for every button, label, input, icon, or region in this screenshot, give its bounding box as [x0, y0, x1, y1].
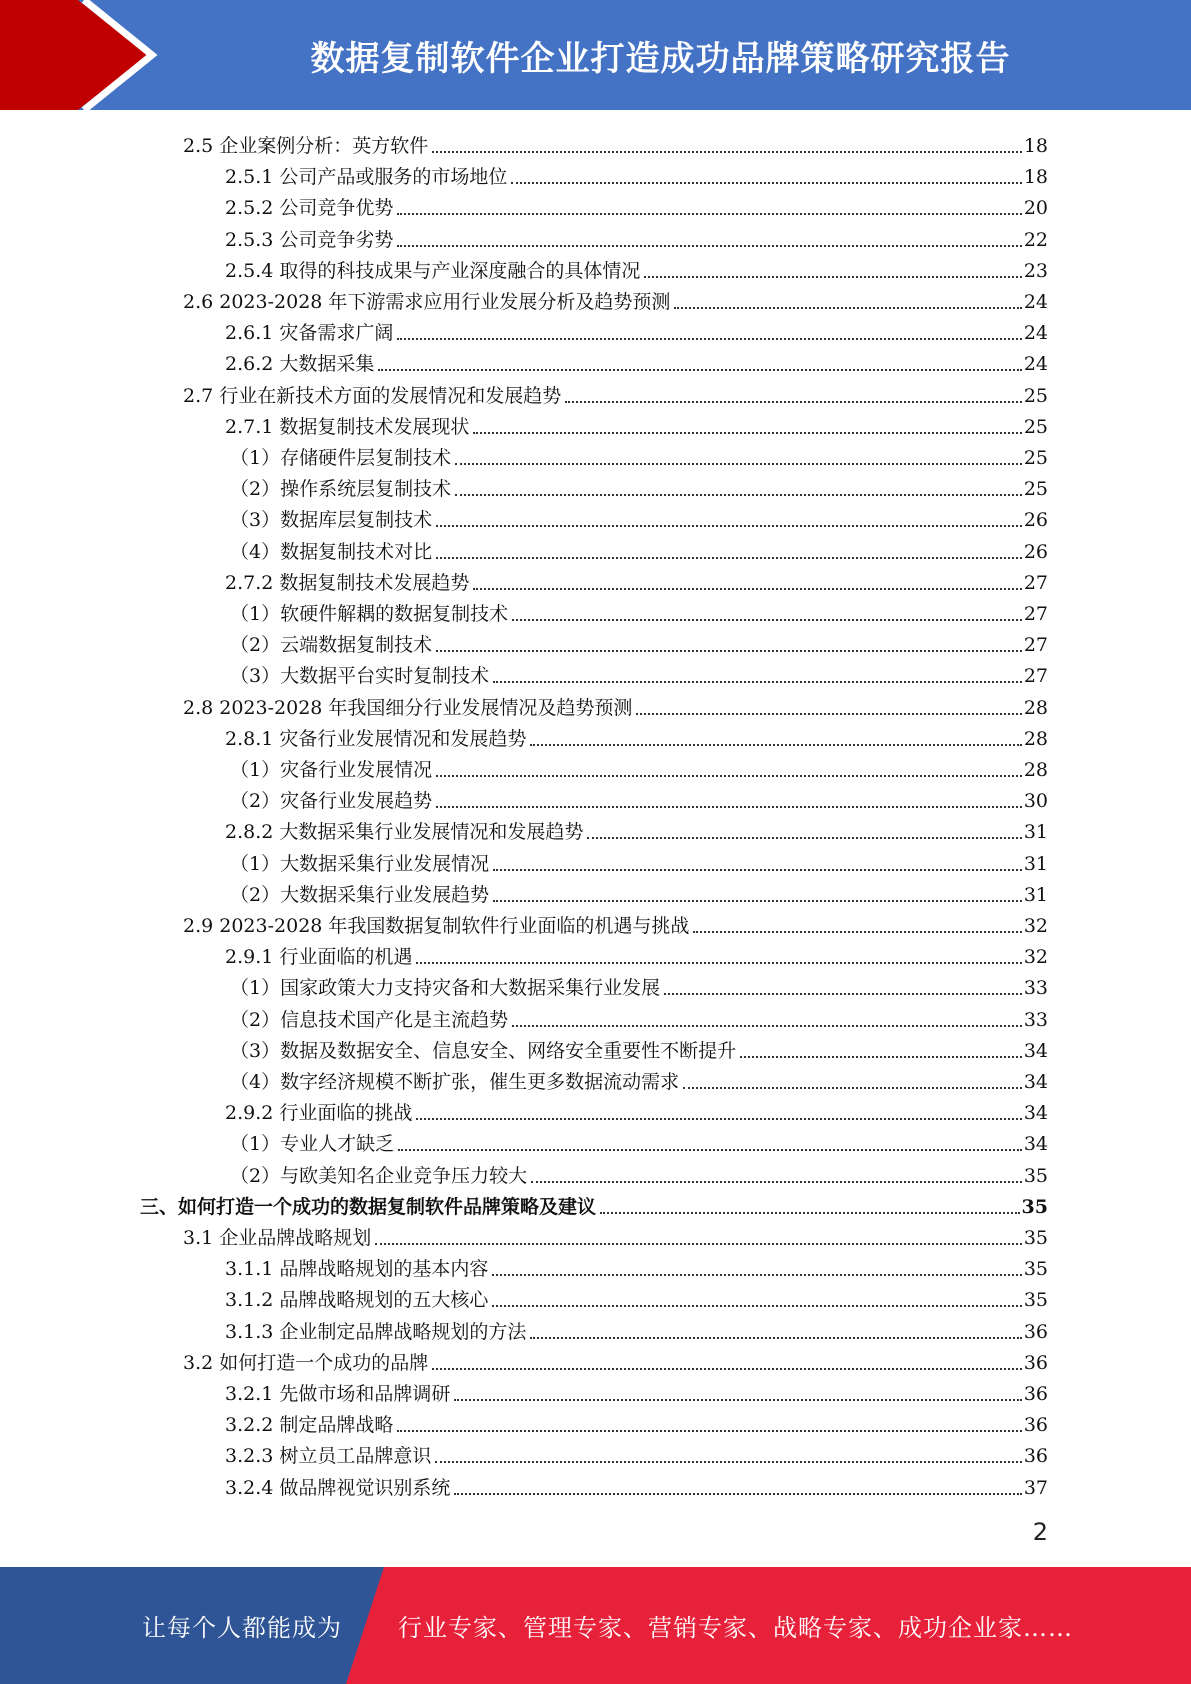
- toc-entry-title: 2.9 2023-2028 年我国数据复制软件行业面临的机遇与挑战: [183, 915, 690, 937]
- toc-entry[interactable]: [225, 315, 1048, 346]
- toc-dot-leader: [398, 1149, 1022, 1151]
- toc-dot-leader: [436, 775, 1022, 777]
- toc-entry-title: 2.8.1 灾备行业发展情况和发展趋势: [225, 727, 527, 750]
- toc-entry[interactable]: [225, 1376, 1048, 1407]
- toc-entry[interactable]: [183, 690, 1048, 721]
- toc-entry-page: 31: [1023, 883, 1048, 906]
- toc-entry-page: 27: [1023, 603, 1048, 625]
- toc-dot-leader: [397, 338, 1021, 340]
- toc-entry[interactable]: [225, 721, 1048, 752]
- toc-entry[interactable]: [230, 1064, 1048, 1095]
- toc-entry-title: （2）灾备行业发展趋势: [230, 790, 433, 813]
- toc-entry-title: （3）数据库层复制技术: [230, 509, 433, 532]
- toc-entry-page: 27: [1023, 665, 1048, 688]
- toc-entry-page: 27: [1023, 571, 1048, 594]
- toc-dot-leader: [493, 900, 1022, 902]
- toc-entry[interactable]: [225, 1438, 1048, 1469]
- toc-entry-title: （3）数据及数据安全、信息安全、网络安全重要性不断提升: [230, 1039, 737, 1062]
- toc-dot-leader: [397, 213, 1021, 215]
- toc-entry-title: 3.1 企业品牌战略规划: [183, 1227, 372, 1249]
- toc-dot-leader: [455, 463, 1022, 465]
- toc-entry-page: 25: [1023, 415, 1048, 438]
- toc-entry-page: 18: [1023, 135, 1048, 157]
- toc-entry[interactable]: [230, 783, 1048, 814]
- toc-entry-page: 33: [1023, 977, 1048, 1000]
- toc-entry-page: 35: [1023, 1227, 1048, 1249]
- toc-entry-title: （1）国家政策大力支持灾备和大数据采集行业发展: [230, 977, 661, 1000]
- toc-entry[interactable]: [230, 627, 1048, 658]
- toc-entry[interactable]: [225, 1095, 1048, 1126]
- toc-dot-leader: [492, 1274, 1021, 1276]
- toc-entry[interactable]: [225, 814, 1048, 845]
- toc-entry-page: 34: [1023, 1133, 1048, 1156]
- toc-dot-leader: [436, 525, 1022, 527]
- toc-entry-page: 28: [1023, 696, 1048, 719]
- report-title: 数据复制软件企业打造成功品牌策略研究报告: [310, 38, 1011, 79]
- toc-entry[interactable]: [225, 222, 1048, 253]
- toc-entry-title: 2.5.2 公司竞争优势: [225, 197, 394, 220]
- toc-entry[interactable]: [225, 1470, 1048, 1501]
- toc-entry[interactable]: [225, 1251, 1048, 1282]
- toc-dot-leader: [397, 1430, 1021, 1432]
- toc-entry-page: 27: [1023, 634, 1048, 657]
- toc-entry-title: 2.7.2 数据复制技术发展趋势: [225, 571, 470, 594]
- toc-entry-page: 24: [1023, 353, 1048, 376]
- toc-entry[interactable]: [230, 471, 1048, 502]
- toc-entry[interactable]: [183, 128, 1048, 159]
- toc-dot-leader: [397, 245, 1021, 247]
- toc-entry-title: （1）软硬件解耦的数据复制技术: [230, 603, 509, 625]
- toc-entry-page: 25: [1023, 447, 1048, 469]
- toc-entry-title: （2）大数据采集行业发展趋势: [230, 883, 490, 906]
- toc-entry[interactable]: [225, 346, 1048, 377]
- toc-dot-leader: [492, 1305, 1021, 1307]
- toc-entry-title: 3.2 如何打造一个成功的品牌: [183, 1351, 429, 1374]
- toc-dot-leader: [511, 182, 1021, 184]
- footer-slogan-right: 行业专家、管理专家、营销专家、战略专家、成功企业家……: [398, 1614, 1073, 1642]
- toc-entry-page: 23: [1023, 259, 1048, 282]
- toc-entry[interactable]: [230, 970, 1048, 1001]
- toc-entry-title: （4）数字经济规模不断扩张，催生更多数据流动需求: [230, 1071, 680, 1093]
- toc-entry[interactable]: [225, 565, 1048, 596]
- toc-entry-title: 3.1.3 企业制定品牌战略规划的方法: [225, 1320, 527, 1343]
- toc-entry[interactable]: [140, 1189, 1048, 1220]
- toc-entry-title: 3.2.2 制定品牌战略: [225, 1414, 394, 1437]
- toc-entry[interactable]: [230, 658, 1048, 689]
- toc-dot-leader: [432, 151, 1022, 153]
- toc-entry-page: 20: [1023, 197, 1048, 220]
- toc-dot-leader: [436, 650, 1022, 652]
- toc-entry-page: 31: [1023, 821, 1048, 844]
- toc-entry[interactable]: [230, 440, 1048, 471]
- toc-dot-leader: [473, 588, 1021, 590]
- toc-entry[interactable]: [225, 1407, 1048, 1438]
- toc-entry[interactable]: [225, 1314, 1048, 1345]
- toc-entry-page: 30: [1023, 790, 1048, 813]
- toc-entry-page: 34: [1023, 1102, 1048, 1125]
- toc-entry[interactable]: [183, 1345, 1048, 1376]
- toc-dot-leader: [455, 494, 1022, 496]
- toc-dot-leader: [454, 1493, 1021, 1495]
- toc-entry-page: 28: [1023, 759, 1048, 781]
- toc-entry-title: （2）与欧美知名企业竞争压力较大: [230, 1164, 528, 1187]
- toc-entry-page: 28: [1023, 727, 1048, 750]
- toc-entry[interactable]: [230, 534, 1048, 565]
- toc-dot-leader: [473, 432, 1021, 434]
- toc-dot-leader: [530, 1337, 1021, 1339]
- toc-entry[interactable]: [230, 1033, 1048, 1064]
- toc-entry-title: 2.9.1 行业面临的机遇: [225, 946, 413, 969]
- page-header: [0, 0, 1191, 110]
- toc-entry-title: 3.1.1 品牌战略规划的基本内容: [225, 1258, 489, 1281]
- toc-entry-title: 2.8.2 大数据采集行业发展情况和发展趋势: [225, 821, 584, 844]
- toc-entry[interactable]: [230, 1126, 1048, 1157]
- toc-entry-title: 2.7 行业在新技术方面的发展情况和发展趋势: [183, 384, 562, 407]
- toc-entry[interactable]: [225, 1282, 1048, 1313]
- toc-entry-page: 26: [1023, 509, 1048, 532]
- toc-entry-title: （1）专业人才缺乏: [230, 1133, 395, 1156]
- toc-entry[interactable]: [230, 596, 1048, 627]
- toc-entry[interactable]: [183, 284, 1048, 315]
- toc-dot-leader: [740, 1056, 1022, 1058]
- toc-entry-title: （4）数据复制技术对比: [230, 540, 433, 563]
- toc-dot-leader: [565, 401, 1022, 403]
- toc-entry-page: 24: [1023, 291, 1048, 313]
- toc-entry[interactable]: [225, 253, 1048, 284]
- toc-entry-title: （1）大数据采集行业发展情况: [230, 852, 490, 875]
- toc-dot-leader: [531, 1181, 1022, 1183]
- toc-entry[interactable]: [225, 159, 1048, 190]
- toc-dot-leader: [493, 869, 1022, 871]
- toc-entry-page: 32: [1023, 946, 1048, 969]
- toc-entry-page: 35: [1023, 1289, 1048, 1312]
- toc-entry-title: 2.7.1 数据复制技术发展现状: [225, 415, 470, 438]
- toc-entry[interactable]: [230, 846, 1048, 877]
- toc-entry[interactable]: [225, 939, 1048, 970]
- toc-entry-title: 2.5.4 取得的科技成果与产业深度融合的具体情况: [225, 259, 641, 282]
- toc-entry[interactable]: [183, 908, 1048, 939]
- toc-entry-title: （3）大数据平台实时复制技术: [230, 665, 490, 688]
- toc-dot-leader: [587, 837, 1021, 839]
- toc-entry-title: 2.6.2 大数据采集: [225, 353, 375, 376]
- toc-entry-title: 2.9.2 行业面临的挑战: [225, 1102, 413, 1125]
- toc-entry-page: 18: [1023, 166, 1048, 189]
- toc-dot-leader: [674, 307, 1021, 309]
- toc-dot-leader: [432, 1368, 1022, 1370]
- toc-entry[interactable]: [225, 190, 1048, 221]
- toc-entry-title: 3.2.4 做品牌视觉识别系统: [225, 1476, 451, 1499]
- toc-entry-page: 31: [1023, 852, 1048, 875]
- toc-entry[interactable]: [230, 1158, 1048, 1189]
- toc-entry-title: 2.5.3 公司竞争劣势: [225, 228, 394, 251]
- toc-entry-page: 36: [1023, 1445, 1048, 1468]
- toc-entry-title: 三、如何打造一个成功的数据复制软件品牌策略及建议: [140, 1195, 597, 1218]
- toc-entry-page: 24: [1023, 322, 1048, 345]
- toc-entry[interactable]: [183, 1220, 1048, 1251]
- toc-dot-leader: [416, 962, 1021, 964]
- toc-dot-leader: [493, 681, 1022, 683]
- toc-dot-leader: [664, 993, 1022, 995]
- toc-entry-page: 32: [1023, 915, 1048, 937]
- toc-entry-page: 36: [1023, 1320, 1048, 1343]
- page-footer: [0, 1567, 1191, 1684]
- toc-entry-title: 3.1.2 品牌战略规划的五大核心: [225, 1289, 489, 1312]
- toc-entry-page: 36: [1023, 1383, 1048, 1405]
- toc-entry-title: （2）云端数据复制技术: [230, 634, 433, 657]
- toc-dot-leader: [435, 1461, 1021, 1463]
- toc-entry[interactable]: [183, 378, 1048, 409]
- toc-entry-title: （2）操作系统层复制技术: [230, 478, 452, 501]
- toc-entry-page: 35: [1023, 1258, 1048, 1281]
- toc-entry-page: 33: [1023, 1008, 1048, 1031]
- toc-entry[interactable]: [230, 752, 1048, 783]
- toc-dot-leader: [683, 1087, 1022, 1089]
- toc-entry-page: 25: [1023, 384, 1048, 407]
- toc-entry-page: 22: [1023, 228, 1048, 251]
- toc-entry-title: 2.6.1 灾备需求广阔: [225, 322, 394, 345]
- toc-entry[interactable]: [225, 409, 1048, 440]
- toc-entry-title: 2.5.1 公司产品或服务的市场地位: [225, 166, 508, 189]
- toc-dot-leader: [530, 744, 1021, 746]
- footer-slogan-left: 让每个人都能成为: [142, 1614, 342, 1642]
- toc-entry-page: 34: [1023, 1039, 1048, 1062]
- toc-entry-page: 26: [1023, 540, 1048, 563]
- toc-entry-title: 3.2.1 先做市场和品牌调研: [225, 1383, 451, 1405]
- toc-entry[interactable]: [230, 502, 1048, 533]
- toc-entry-page: 37: [1023, 1476, 1048, 1499]
- toc-entry[interactable]: [230, 1002, 1048, 1033]
- toc-entry-page: 25: [1023, 478, 1048, 501]
- toc-entry-page: 36: [1023, 1351, 1048, 1374]
- toc-dot-leader: [436, 557, 1022, 559]
- toc-entry-page: 36: [1023, 1414, 1048, 1437]
- toc-entry[interactable]: [230, 877, 1048, 908]
- toc-dot-leader: [512, 1025, 1022, 1027]
- toc-dot-leader: [378, 369, 1021, 371]
- toc-dot-leader: [693, 931, 1021, 933]
- toc-dot-leader: [416, 1118, 1021, 1120]
- toc-dot-leader: [644, 276, 1021, 278]
- toc-dot-leader: [375, 1243, 1022, 1245]
- toc-entry-title: （1）灾备行业发展情况: [230, 759, 433, 781]
- toc-entry-title: （1）存储硬件层复制技术: [230, 447, 452, 469]
- toc-entry-title: 3.2.3 树立员工品牌意识: [225, 1445, 432, 1468]
- toc-dot-leader: [636, 713, 1021, 715]
- toc-entry-title: 2.8 2023-2028 年我国细分行业发展情况及趋势预测: [183, 696, 633, 719]
- toc-entry-title: 2.5 企业案例分析：英方软件: [183, 135, 429, 157]
- toc-entry-page: 34: [1023, 1071, 1048, 1093]
- header-red-chevron: [0, 0, 160, 110]
- toc-entry-title: 2.6 2023-2028 年下游需求应用行业发展分析及趋势预测: [183, 291, 671, 313]
- toc-dot-leader: [454, 1399, 1021, 1401]
- toc-dot-leader: [512, 619, 1022, 621]
- toc-entry-page: 35: [1023, 1164, 1048, 1187]
- toc-entry-page: 35: [1021, 1195, 1048, 1218]
- toc-dot-leader: [436, 806, 1022, 808]
- toc-entry-title: （2）信息技术国产化是主流趋势: [230, 1008, 509, 1031]
- toc-dot-leader: [600, 1212, 1020, 1214]
- page-number: 2: [1032, 1518, 1048, 1546]
